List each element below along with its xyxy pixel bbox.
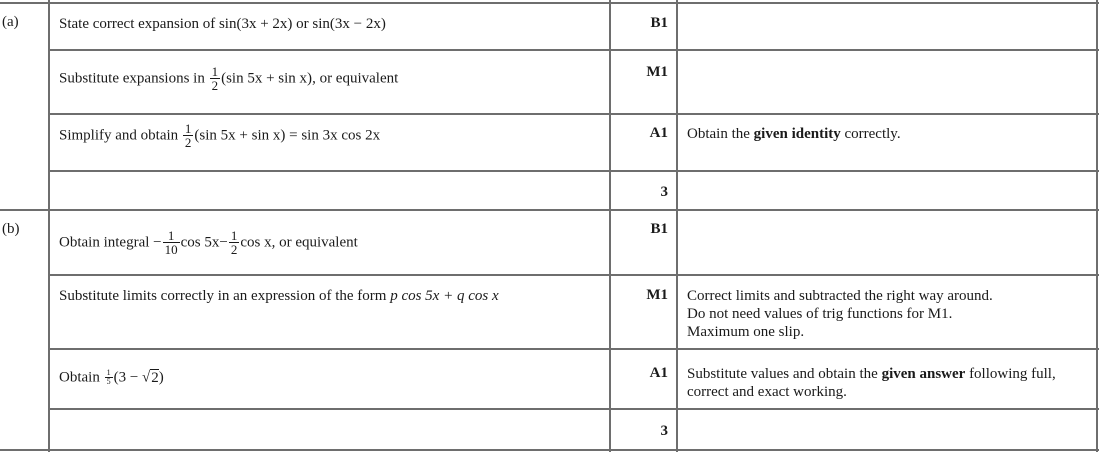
column-divider-guidance bbox=[676, 0, 678, 452]
part-label-b: (b) bbox=[2, 221, 20, 237]
description-text: Substitute expansions in bbox=[59, 70, 209, 87]
math-expression: (sin 5x + sin x) bbox=[221, 70, 313, 87]
row-divider bbox=[49, 49, 1099, 51]
row-divider bbox=[49, 408, 1099, 410]
connector-text: or bbox=[292, 16, 313, 32]
row-divider bbox=[49, 170, 1099, 172]
description-text: State correct expansion of bbox=[59, 16, 219, 32]
fraction-denominator: 2 bbox=[211, 78, 219, 93]
row-divider bbox=[49, 348, 1099, 350]
table-right-border bbox=[1096, 0, 1098, 452]
description-text: , or equivalent bbox=[271, 234, 358, 251]
fraction-numerator: 1 bbox=[211, 64, 219, 79]
guidance-b3 bbox=[687, 365, 1092, 401]
math-expression: (3 − bbox=[113, 369, 143, 386]
part-label-a: (a) bbox=[2, 14, 19, 30]
row-divider bbox=[49, 274, 1099, 276]
fraction bbox=[105, 369, 113, 386]
guidance-b2 bbox=[687, 287, 1092, 341]
fraction-denominator: 5 bbox=[106, 377, 111, 387]
fraction-denominator: 2 bbox=[184, 135, 192, 150]
column-divider-description bbox=[48, 0, 50, 452]
description-text: Simplify and obtain bbox=[59, 127, 182, 144]
description-text: Obtain integral bbox=[59, 234, 154, 251]
math-expression: sin(3x + 2x) bbox=[218, 16, 293, 32]
fraction bbox=[163, 229, 180, 256]
fraction-numerator: 1 bbox=[184, 121, 192, 136]
description-text: Substitute limits correctly in an expression of the form bbox=[59, 288, 391, 304]
part-divider bbox=[0, 209, 1099, 211]
fraction bbox=[210, 65, 221, 92]
description-b1 bbox=[59, 229, 358, 256]
fraction-numerator: 1 bbox=[106, 368, 111, 378]
mark-total-a: 3 bbox=[660, 184, 668, 200]
guidance-a3 bbox=[687, 125, 1092, 143]
fraction-numerator: 1 bbox=[163, 229, 180, 243]
math-expression: (sin 5x + sin x) = sin 3x cos 2x bbox=[194, 127, 381, 144]
guidance-line: Correct limits and subtracted the right way around. bbox=[687, 288, 993, 304]
description-text: , or equivalent bbox=[312, 70, 399, 87]
mark-a1: B1 bbox=[650, 15, 668, 31]
mark-a3: A1 bbox=[649, 125, 668, 141]
description-a2 bbox=[59, 65, 398, 92]
guidance-text: correctly. bbox=[840, 126, 901, 142]
fraction-denominator: 2 bbox=[230, 242, 238, 257]
description-a3 bbox=[59, 122, 380, 149]
table-top-border bbox=[0, 2, 1099, 4]
guidance-text: following full, correct and exact working. bbox=[687, 366, 1056, 400]
fraction-numerator: 1 bbox=[230, 228, 238, 243]
description-b3 bbox=[59, 368, 164, 387]
math-expression: sin(3x − 2x) bbox=[312, 16, 386, 32]
math-expression: ) bbox=[158, 369, 164, 386]
mark-a2: M1 bbox=[646, 64, 668, 80]
guidance-line: Do not need values of trig functions for M1. bbox=[687, 306, 953, 322]
description-a1 bbox=[59, 15, 386, 33]
mark-total-b: 3 bbox=[660, 423, 668, 439]
fraction bbox=[229, 229, 240, 256]
guidance-text: Obtain the bbox=[687, 126, 754, 142]
math-expression: p cos 5x + q cos x bbox=[390, 288, 499, 304]
guidance-text: Substitute values and obtain the bbox=[687, 366, 882, 382]
fraction-denominator: 10 bbox=[164, 242, 178, 257]
guidance-emphasis: given identity bbox=[753, 126, 841, 142]
minus-sign: − bbox=[153, 234, 162, 251]
guidance-emphasis: given answer bbox=[881, 366, 966, 382]
guidance-line: Maximum one slip. bbox=[687, 324, 805, 340]
mark-b2: M1 bbox=[646, 287, 668, 303]
description-text: Obtain bbox=[59, 369, 104, 386]
table-bottom-border bbox=[0, 449, 1099, 451]
sqrt-argument: 2 bbox=[151, 369, 159, 386]
mark-b1: B1 bbox=[650, 221, 668, 237]
mark-b3: A1 bbox=[649, 365, 668, 381]
math-term: cos 5x bbox=[180, 234, 220, 251]
description-b2 bbox=[59, 287, 499, 305]
math-term: cos x bbox=[240, 234, 272, 251]
sqrt-symbol: √ bbox=[142, 369, 151, 386]
row-divider bbox=[49, 113, 1099, 115]
minus-sign: − bbox=[219, 234, 228, 251]
fraction bbox=[183, 122, 194, 149]
